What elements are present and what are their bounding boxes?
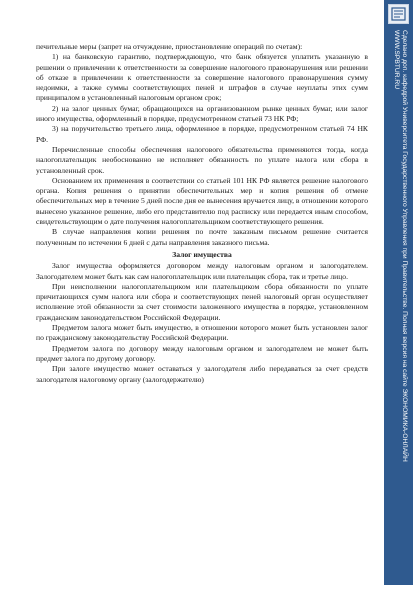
paragraph-pledge-custody: При залоге имущество может оставаться у залогодателя либо передаваться за счет средств залогодателя налоговому органу (залогодержателю) <box>36 364 368 384</box>
watermark-line-2: WWW.SPBTUR.RU <box>392 30 400 90</box>
list-item-bank-guarantee: 1) на банковскую гарантию, подтверждающую, что банк обязуется уплатить указанную в решении о привлечении к ответственности за совершение налогового правонарушения или решении об отказе в привлечении к ответственности за совершение налогового правонарушения сумму недоимки, а также суммы соответствующих пеней и штрафов в случае неуплаты этих сумм принципалом в установленный налоговым органом срок; <box>36 52 368 103</box>
paragraph-1: печительные меры (запрет на отчуждение, приостановление операций по счетам): <box>36 42 303 51</box>
list-item-securities-pledge: 2) на залог ценных бумаг, обращающихся на организованном рынке ценных бумаг, или залог иного имущества, оформленный в порядке, предусмотренном статьей 73 НК РФ; <box>36 103 368 124</box>
paragraph-pledge-subject: Предметом залога может быть имущество, в отношении которого может быть установлен залог по гражданскому законодательству Российской Федерации. <box>36 323 368 343</box>
watermark-line-1: Сделано доп. кафедрой Университета Государственного Управления при Правительстве. Полная версия на сайте ЭКОНОМИКА-ОНЛАЙН <box>401 30 408 462</box>
list-item-surety: 3) на поручительство третьего лица, оформленное в порядке, предусмотренном статьей 74 НК РФ. <box>36 124 368 144</box>
paragraph-mail: В случае направления копии решения по почте заказным письмом решение считается полученным по истечении 6 дней с даты направления заказного письма. <box>36 227 368 247</box>
library-logo-icon <box>388 4 409 24</box>
document-body <box>36 42 368 385</box>
paragraph-basis: Основанием их применения в соответствии со статьей 101 НК РФ является решение налогового органа. Копия решения о принятии обеспечительных мер и копия решения об отмене обеспечительных мер в течение 5 дней после дня ее вынесения вручается лицу, в отношении которого вынесено указанное решение, либо его представителю под расписку или передается иным способом, свидетельствующим о дате получения налогоплательщиком соответствующего решения. <box>36 175 368 227</box>
paragraph-pledge-restriction: Предметом залога по договору между налоговым органом и залогодателем не может быть предмет залога по другому договору. <box>36 343 368 363</box>
paragraph-pledge-contract: Залог имущества оформляется договором между налоговым органом и залогодателем. Залогодателем может быть как сам налогоплательщик или плательщик сбора, так и третье лицо. <box>36 261 368 281</box>
paragraph-pledge-execution: При неисполнении налогоплательщиком или плательщиком сбора обязанности по уплате причитающихся сумм налога или сбора и соответствующих пеней налоговый орган осуществляет исполнение этой обязанности за счет стоимости заложенного имущества в порядке, установленном гражданским законодательством Российской Федерации. <box>36 281 368 322</box>
vertical-watermark <box>390 30 408 590</box>
section-heading: Залог имущества <box>172 249 232 259</box>
paragraph-methods: Перечисленные способы обеспечения налогового обязательства применяются тогда, когда налогоплательщик необоснованно не исполняет обязанность по уплате налога или сбора в установленный срок. <box>36 144 368 175</box>
